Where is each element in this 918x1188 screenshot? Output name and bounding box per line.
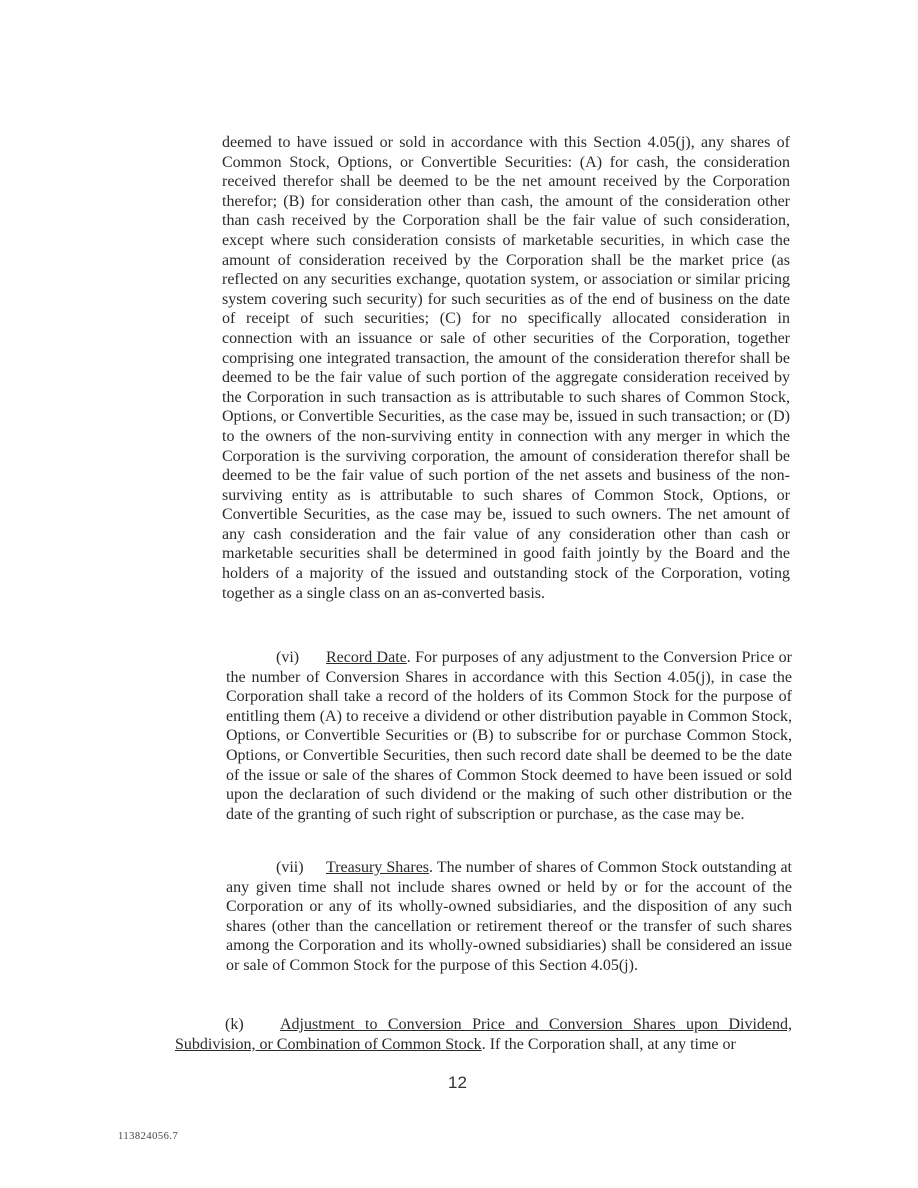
section-vii-number: (vii)	[276, 859, 304, 876]
section-vii-text: . The number of shares of Common Stock outstanding at any given time shall not include shares owned or held by or for the account of the Corporation or any of its wholly-owned subsidiaries, and the disposition of any such shares (other than the cancellation or retirement thereof or the transfer of such shares among the Corporation and its wholly-owned subsidiaries) shall be considered an issue or sale of Common Stock for the purpose of this Section 4.05(j).	[226, 859, 792, 974]
section-vi-heading: Record Date	[326, 649, 407, 666]
section-k-number: (k)	[225, 1016, 244, 1033]
page-number: 12	[448, 1073, 467, 1092]
section-vii-heading: Treasury Shares	[326, 859, 430, 876]
section-k-text: . If the Corporation shall, at any time or	[481, 1035, 736, 1053]
section-vi-number: (vi)	[276, 649, 300, 666]
section-vii-treasury-shares	[226, 858, 792, 976]
section-k-heading: Adjustment to Conversion Price and Conversion Shares upon Dividend, Subdivision, or Combination of Common Stock	[175, 1016, 792, 1053]
section-vi-record-date	[226, 648, 792, 824]
document-id: 113824056.7	[118, 1131, 179, 1142]
section-k-adjustment	[175, 1015, 792, 1054]
section-vi-text: . For purposes of any adjustment to the Conversion Price or the number of Conversion Shares in accordance with this Section 4.05(j), in case the Corporation shall take a record of the holders of its Common Stock for the purpose of entitling them (A) to receive a dividend or other distribution payable in Common Stock, Options, or Convertible Securities or (B) to subscribe for or purchase Common Stock, Options, or Convertible Securities, then such record date shall be deemed to be the date of the issue or sale of the shares of Common Stock deemed to have been issued or sold upon the declaration of such dividend or the making of such other distribution or the date of the granting of such right of subscription or purchase, as the case may be.	[226, 649, 793, 823]
body-paragraph-consideration: deemed to have issued or sold in accordance with this Section 4.05(j), any shares of Common Stock, Options, or Convertible Securities: (A) for cash, the consideration received therefor shall be deemed to be the net amount received by the Corporation therefor; (B) for consideration other than cash, the amount of the consideration other than cash received by the Corporation shall be the fair value of such consideration, except where such consideration consists of marketable securities, in which case the amount of consideration received by the Corporation shall be the market price (as reflected on any securities exchange, quotation system, or association or similar pricing system covering such security) for such securities as of the end of business on the date of receipt of such securities; (C) for no specifically allocated consideration in connection with an issuance or sale of other securities of the Corporation, together comprising one integrated transaction, the amount of the consideration therefor shall be deemed to be the fair value of such portion of the aggregate consideration received by the Corporation in such transaction as is attributable to such shares of Common Stock, Options, or Convertible Securities, as the case may be, issued in such transaction; or (D) to the owners of the non-surviving entity in connection with any merger in which the Corporation is the surviving corporation, the amount of consideration therefor shall be deemed to be the fair value of such portion of the net assets and business of the non-surviving entity as is attributable to such shares of Common Stock, Options, or Convertible Securities, as the case may be, issued to such owners. The net amount of any cash consideration and the fair value of any consideration other than cash or marketable securities shall be determined in good faith jointly by the Board and the holders of a majority of the issued and outstanding stock of the Corporation, voting together as a single class on an as-converted basis.	[222, 134, 790, 602]
